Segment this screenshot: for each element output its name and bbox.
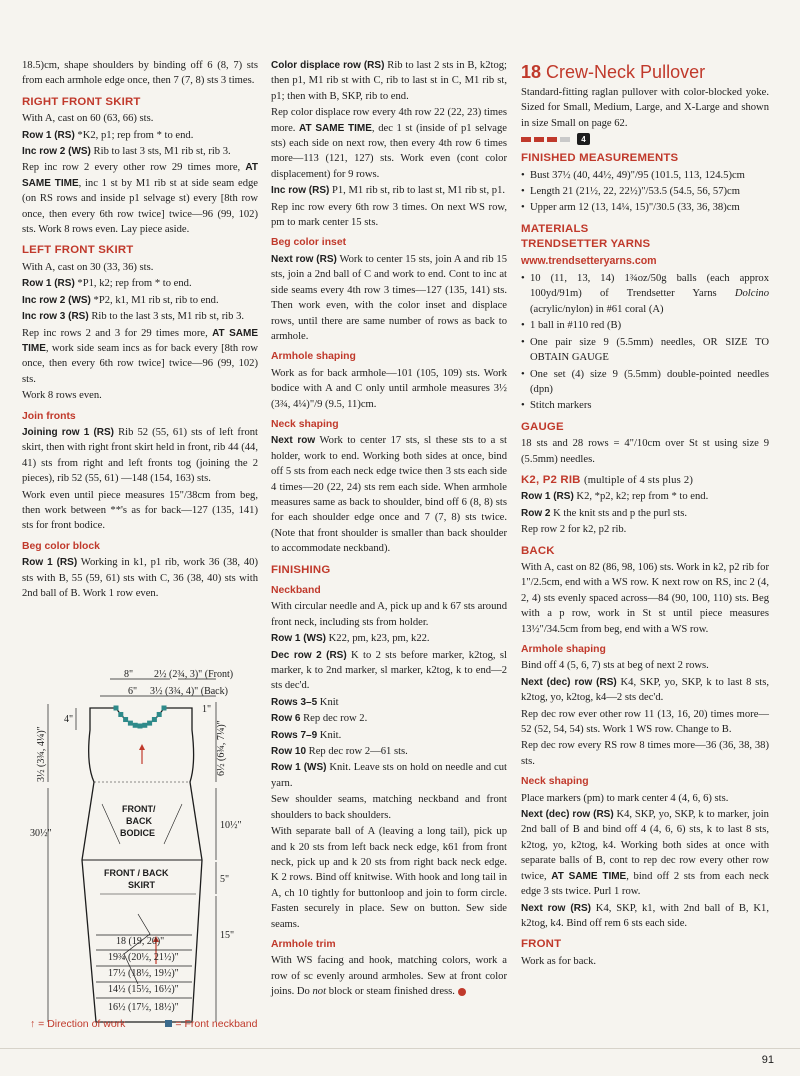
instruction	[22, 555, 258, 601]
back-heading: BACK	[521, 544, 555, 557]
instruction	[521, 901, 769, 932]
dim-right-15: 15"	[220, 930, 235, 941]
list-item	[530, 271, 769, 317]
schematic-legend	[30, 1018, 257, 1030]
join-fronts-heading: Join fronts	[22, 410, 76, 422]
instruction	[271, 695, 507, 710]
instruction	[271, 953, 507, 999]
materials-heading: MATERIALS	[521, 222, 589, 235]
instruction	[271, 433, 507, 556]
neckband-stitch	[133, 723, 138, 728]
instruction	[271, 252, 507, 344]
row-label: Rows 7–9	[271, 729, 318, 741]
instruction: With A, cast on 30 (33, 36) sts.	[22, 261, 154, 273]
footer-divider	[0, 1048, 800, 1049]
row-label: Joining row 1 (RS)	[22, 426, 115, 438]
row-text: K4, SKP, yo, SKP, k to marker, join 2nd ball of B and bind off 4 (4, 6, 6) sts, k to last 8 sts, k2tog, yo, k2tog, k4. Working both sides at once with separate balls of B, cont to rep dec row every other row twice,	[521, 809, 769, 882]
neckband-stitch	[128, 721, 133, 726]
row-label: Color displace row (RS)	[271, 60, 385, 71]
instruction	[22, 425, 258, 487]
instruction	[22, 326, 258, 388]
dim-left-30: 30½"	[30, 828, 52, 839]
text: Rep inc rows 2 and 3 for 29 times more,	[22, 327, 213, 339]
row-text: K to 2 sts before marker, k2tog, sl marker, k to 2nd marker, sl marker, k2tog, k to end—2 sts dec'd.	[271, 649, 507, 692]
row-label: Inc row 2 (WS)	[22, 146, 91, 158]
yarn-name: Dolcino	[734, 288, 769, 300]
bodice-diagonal	[102, 804, 120, 844]
dim-left-armhole: 3½ (3¾, 4¼)"	[36, 726, 47, 782]
bodice-diagonal	[164, 804, 182, 844]
legend-neckband-text: = Front neckband	[175, 1018, 258, 1030]
rib-heading	[521, 473, 769, 488]
schematic-bottom-dims	[20, 930, 260, 1020]
row-label: Next (dec) row (RS)	[521, 809, 614, 821]
row-text: Knit.	[317, 729, 342, 741]
dim-top-8: 8"	[124, 669, 134, 680]
instruction	[22, 160, 258, 237]
pattern-number: 18	[521, 62, 542, 82]
row-text: Work to center 15 sts, join A and rib 15 sts, join a 2nd ball of C and work to end. Cont to inc at side seams every 4th row 3 times—127 (135, 141) sts. Then work even, with the color inset and displace rows, until there are same number of rows as back to armhole.	[271, 253, 508, 342]
instruction	[271, 183, 507, 198]
neckband-stitch	[142, 723, 147, 728]
instruction	[521, 675, 769, 706]
column-left	[22, 58, 258, 602]
emphasis: not	[312, 986, 327, 998]
pattern-title	[521, 62, 769, 82]
instruction: Work as for back.	[521, 955, 597, 967]
skill-level-indicator	[521, 133, 769, 145]
neck-shaping-heading: Neck shaping	[521, 776, 589, 788]
skill-level-badge: 4	[577, 133, 590, 145]
instruction	[271, 711, 507, 726]
row-label: Next (dec) row (RS)	[521, 676, 617, 688]
neckband-heading: Neckband	[271, 585, 321, 596]
text: 10 (11, 13, 14) 1¾oz/50g balls (each approx 100yd/91m) of Trendsetter Yarns	[530, 273, 769, 300]
text: With WS facing and hook, matching colors, work a row of sc evenly around armholes. Sew at front color joins. Do	[271, 955, 507, 998]
row-label: Rows 3–5	[271, 696, 318, 708]
dim-bottom-4: 14½ (15½, 16½)"	[108, 984, 179, 995]
list-item: • Stitch markers	[530, 398, 769, 413]
dim-bottom-5: 16½ (17½, 18½)"	[108, 1002, 179, 1013]
direction-arrow-head	[139, 744, 145, 750]
instruction: With A, cast on 82 (86, 98, 106) sts. Work in k2, p2 rib for 1"/2.5cm, end with a WS row. K next row on RS, inc 2 (4, 2, 4) sts evenly spaced across—84 (90, 100, 110) sts. Beg with a p row, work in St st until piece measures 13½"/34.5cm from beg, end with a WS row.	[521, 561, 769, 635]
skirt-label-2: SKIRT	[128, 880, 155, 890]
instruction	[22, 309, 258, 324]
armhole-shaping-heading: Armhole shaping	[271, 351, 356, 363]
bodice-label-2: BACK	[126, 816, 152, 826]
page-number: 91	[761, 1054, 774, 1066]
column-middle	[271, 58, 507, 1001]
instruction: With separate ball of A (leaving a long tail), pick up and k 20 sts from left back neck edge, k61 from front neck, pick up and k 20 sts from right back neck edge. K 2 rows. Bind off knitwise. With hook and long tail in A, ch 10 tightly for buttonloop and join to form circle. Fasten securely in place. Sew on button. Sew side seams.	[271, 826, 507, 930]
row-text: Working in k1, p1 rib, work 36 (38, 40) sts with B, 55 (59, 61) sts with C, 36 (38, 40) sts with 2nd ball of B. Work 1 row even.	[22, 557, 259, 599]
row-text: Rep dec row 2—61 sts.	[306, 746, 408, 758]
emphasis: AT SAME TIME	[22, 162, 258, 189]
instruction: Rep dec row ever other row 11 (13, 16, 20) times more—52 (52, 54, 54) sts. Work 1 WS row. Change to B.	[521, 708, 769, 736]
materials-list	[521, 271, 769, 414]
instruction	[271, 760, 507, 791]
instruction: Rep dec row every RS row 8 times more—36 (36, 38, 38) sts.	[521, 740, 769, 767]
neckband-stitch	[123, 717, 128, 722]
instruction	[271, 58, 507, 104]
row-label: Row 1 (RS)	[22, 129, 75, 141]
pattern-intro: Standard-fitting raglan pullover with color-blocked yoke. Sized for Small, Medium, Large, and X-Large and shown in size Small on page 62.	[521, 87, 769, 129]
front-heading: FRONT	[521, 938, 562, 951]
row-label: Row 1 (RS)	[22, 278, 75, 290]
row-text: Rib to last 2 sts in B, k2tog; then p1, M1 rib st with C, rib to last st in C, M1 rib st, p1; then with B, SKP, rib to end.	[271, 60, 507, 102]
dim-bottom-2: 19¾ (20½, 21½)"	[108, 952, 179, 963]
skirt-label-1: FRONT / BACK	[104, 868, 169, 878]
row-text: Work to center 17 sts, sl these sts to a st holder, work to end. Working both sides at once, bind off 5 sts from each neck edge twice then 3 sts each side 4 times—20 (22, 24) sts rem each side. When armhole measures same as back to shoulder, bind off 6 (8, 8) sts for each shoulder edge once and 7 (7, 8) sts twice. (Note that front shoulder is smaller than back shoulder to accommodate neckband).	[271, 435, 507, 555]
instruction: Bind off 4 (5, 6, 7) sts at beg of next 2 rows.	[521, 660, 709, 672]
row-label: Inc row 3 (RS)	[22, 311, 89, 323]
row-text: Rep dec row 2.	[300, 713, 368, 725]
neckband-stitch	[114, 706, 119, 711]
text: Rep color displace row every 4th row 22 (22, 23) times more.	[271, 107, 507, 134]
row-text: K2, *p2, k2; rep from * to end.	[573, 491, 709, 503]
row-text: K22, pm, k23, pm, k22.	[326, 633, 430, 645]
row-label: Row 1 (RS)	[22, 557, 78, 569]
instruction	[271, 728, 507, 743]
row-text: P1, M1 rib st, rib to last st, M1 rib st, p1.	[329, 185, 506, 197]
text: , inc 1 st by M1 rib st at side seam edge (on RS rows and inside p1 selvage st) every [8th row once, then every 6th row twice] twice—96 (99, 102) sts. Work 8 rows even. Lay piece aside.	[22, 177, 258, 236]
list-item: • Bust 37½ (40, 44½, 49)"/95 (101.5, 113, 124.5)cm	[530, 168, 769, 183]
text: (acrylic/nylon) in #61 coral (A)	[530, 303, 664, 315]
dim-right-1: 1"	[202, 704, 212, 715]
row-label: Next row (RS)	[271, 253, 337, 265]
dim-top-back: 3½ (3¾, 4)" (Back)	[150, 686, 228, 697]
row-text: K the knit sts and p the purl sts.	[550, 507, 687, 519]
text: Rep inc row 2 every other row 29 times more,	[22, 162, 246, 174]
instruction: Place markers (pm) to mark center 4 (4, 6, 6) sts.	[521, 792, 729, 804]
materials-brand: TRENDSETTER YARNS	[521, 238, 651, 251]
end-mark-icon	[458, 988, 466, 996]
square-icon	[165, 1020, 172, 1027]
rib-multiple: (multiple of 4 sts plus 2)	[583, 474, 694, 486]
instruction	[521, 807, 769, 899]
rib-heading-text: K2, P2 RIB	[521, 473, 581, 486]
measurements-list	[521, 168, 769, 216]
instruction: 18 sts and 28 rows = 4"/10cm over St st using size 9 (5.5mm) needles.	[521, 438, 769, 465]
instruction: With A, cast on 60 (63, 66) sts.	[22, 113, 154, 125]
row-text: *P1, k2; rep from * to end.	[74, 278, 192, 290]
dim-right-armhole: 6½ (6¾, 7¼)"	[216, 720, 227, 776]
right-front-skirt-heading: RIGHT FRONT SKIRT	[22, 95, 141, 108]
skill-bar	[534, 137, 544, 142]
row-label: Inc row (RS)	[271, 185, 330, 197]
dim-bottom-1: 18 (19, 20)"	[116, 936, 165, 947]
legend-direction-text: = Direction of work	[38, 1018, 126, 1030]
row-label: Next row	[271, 435, 316, 447]
list-item: • Length 21 (21½, 22, 22½)"/53.5 (54.5, 56, 57)cm	[530, 184, 769, 199]
left-front-skirt-heading: LEFT FRONT SKIRT	[22, 244, 134, 257]
front-neckband	[114, 706, 167, 729]
row-text: Rib to last 3 sts, M1 rib st, rib 3.	[90, 146, 231, 158]
instruction	[521, 489, 769, 504]
text: block or steam finished dress.	[326, 986, 455, 998]
instruction: Work 8 rows even.	[22, 390, 102, 402]
neckband-stitch	[138, 724, 143, 729]
finished-measurements-heading: FINISHED MEASUREMENTS	[521, 152, 679, 165]
instruction	[22, 128, 258, 143]
legend-direction	[30, 1018, 125, 1030]
neckband-stitch	[152, 717, 157, 722]
beg-color-inset-heading: Beg color inset	[271, 237, 347, 249]
list-item: • 1 ball in #110 red (B)	[530, 318, 769, 333]
emphasis: AT SAME TIME	[299, 122, 372, 134]
column-right	[521, 58, 769, 970]
dim-bottom-3: 17½ (18½, 19½)"	[108, 968, 179, 979]
row-text: K4, SKP, k1, with 2nd ball of B, K1, k2tog, k4. Bind off rem 6 sts each side.	[521, 902, 770, 929]
instruction	[271, 648, 507, 694]
row-text: *P2, k1, M1 rib st, rib to end.	[90, 294, 219, 306]
neckband-stitch	[147, 721, 152, 726]
armhole-shaping-heading: Armhole shaping	[521, 644, 606, 655]
armhole-trim-heading: Armhole trim	[271, 938, 336, 950]
skill-bar	[547, 137, 557, 142]
row-label: Row 6	[271, 713, 301, 725]
instruction	[271, 744, 507, 759]
dim-top-front: 2½ (2¾, 3)" (Front)	[154, 669, 234, 680]
instruction	[22, 144, 258, 159]
instruction	[22, 276, 258, 291]
instruction	[22, 293, 258, 308]
finishing-heading: FINISHING	[271, 563, 331, 576]
materials-url-link[interactable]: www.trendsetteryarns.com	[521, 254, 657, 267]
row-label: Row 10	[271, 746, 307, 758]
intro-paragraph: 18.5)cm, shape shoulders by binding off 6 (8, 7) sts from each armhole edge once, then 7 (7, 8) sts 3 times.	[22, 60, 258, 87]
pattern-name: Crew-Neck Pullover	[546, 62, 706, 82]
bodice-label-1: FRONT/	[122, 804, 156, 814]
instruction: Rep row 2 for k2, p2 rib.	[521, 524, 627, 536]
dim-right-10: 10½"	[220, 820, 242, 831]
list-item: • One pair size 9 (5.5mm) needles, OR SIZE TO OBTAIN GAUGE	[530, 335, 769, 366]
row-text: Rib 52 (55, 61) sts of left front skirt, then with right front skirt held in front, rib 44 (44, 41) sts from right and left fronts tog (joining the 2 pieces), rib 52 (55, 61) —148 (154, 163) sts.	[22, 426, 259, 485]
row-label: Next row (RS)	[521, 902, 591, 914]
emphasis: AT SAME TIME	[22, 327, 258, 354]
beg-color-block-heading: Beg color block	[22, 540, 100, 552]
neck-shaping-heading: Neck shaping	[271, 418, 339, 430]
instruction: Rep inc row every 6th row 3 times. On next WS row, pm to mark center 15 sts.	[271, 201, 507, 229]
instruction: Work even until piece measures 15"/38cm from beg, then work between **'s as for back—127 (135, 141) sts for front bodice.	[22, 489, 258, 532]
bodice-label-3: BODICE	[120, 828, 156, 838]
neckband-stitch	[162, 706, 167, 711]
row-text: K4, SKP, yo, SKP, k to last 8 sts, k2tog, yo, k2tog, k4—2 sts dec'd.	[521, 676, 770, 704]
dim-top-6: 6"	[128, 686, 138, 697]
row-label: Row 1 (WS)	[271, 762, 327, 774]
row-label: Row 1 (WS)	[271, 633, 326, 645]
neckband-stitch	[157, 712, 162, 717]
text: , work side seam incs as for back every [8th row once, then every 6th row twice] twice—96 (99, 102) sts.	[22, 342, 258, 385]
row-text: Rib to the last 3 sts, M1 rib st, rib 3.	[88, 311, 245, 323]
neckband-stitch	[118, 712, 123, 717]
instruction: Work as for back armhole—101 (105, 109) sts. Work bodice with A and C only until armhole measures 3½ (3¾, 4¼)"/9 (9.5, 11)cm.	[271, 367, 507, 410]
row-text: *K2, p1; rep from * to end.	[74, 129, 194, 141]
gauge-heading: GAUGE	[521, 420, 564, 433]
row-text: Knit	[317, 696, 339, 708]
instruction: With circular needle and A, pick up and k 67 sts around front neck, including sts from holder.	[271, 601, 507, 628]
skill-bar	[521, 137, 531, 142]
row-label: Dec row 2 (RS)	[271, 649, 347, 661]
row-label: Row 2	[521, 507, 551, 519]
instruction	[521, 506, 769, 521]
row-label: Row 1 (RS)	[521, 491, 574, 503]
arrow-up-icon: ↑	[30, 1018, 36, 1030]
instruction	[271, 631, 507, 646]
row-text: Knit. Leave sts on hold on needle and cut yarn.	[271, 762, 507, 789]
row-label: Inc row 2 (WS)	[22, 294, 91, 306]
instruction: Sew shoulder seams, matching neckband and front shoulders to back shoulders.	[271, 794, 507, 821]
dim-right-5: 5"	[220, 874, 230, 885]
skill-bar	[560, 137, 570, 142]
instruction	[271, 105, 507, 182]
emphasis: AT SAME TIME	[551, 870, 627, 882]
list-item: • Upper arm 12 (13, 14¼, 15)"/30.5 (33, 36, 38)cm	[530, 200, 769, 215]
list-item: • One set (4) size 9 (5.5mm) double-pointed needles (dpn)	[530, 367, 769, 398]
dim-left-4: 4"	[64, 714, 74, 725]
legend-neckband	[165, 1018, 257, 1030]
text: , bind off 2 sts from each neck edge 3 sts twice. Purl 1 row.	[521, 870, 769, 898]
text: , dec 1 st (inside of p1 selvage sts) each side on next row, then every 4th row 6 times more—113 (121, 127) sts. Work even (cont color displacement) for 9 rows.	[271, 122, 507, 180]
